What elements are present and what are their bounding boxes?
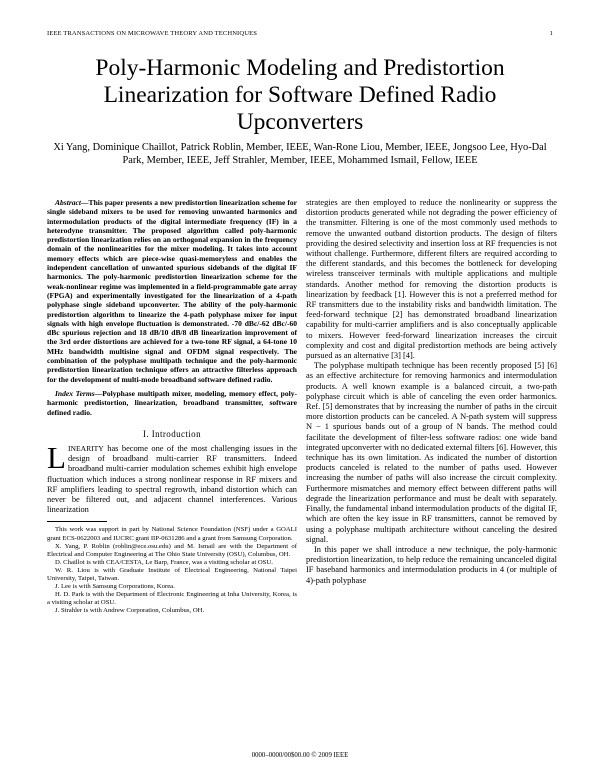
footnote: This work was support in part by National Science Foundation (NSF) under a GOALI grant ECS-0622003 and IUCRC grant IIP-0631286 and a grant from Samsung Corporation. [47,526,297,542]
intro-text: has become one of the most challenging issues in the design of broadband multi-carrier RF transmitters. Indeed broadband multi-carrier modulation schemes exhibit high envelope fluctuation which induces a strong nonlinear response in RF mixers and RF amplifiers leading to spectral regrowth, inband distortion which can never be filtered out, and adjacent channel interferences. Various linearization [47,444,297,515]
left-column [47,198,297,615]
footnote: J. Lee is with Samsung Corporations, Korea. [55,583,175,591]
abstract [47,198,297,384]
footnote-rule [47,521,107,522]
right-column [306,198,557,586]
footnote: D. Chaillot is with CEA/CESTA, Le Barp, France, was a visiting scholar at OSU. [55,558,273,566]
paper-title: Poly-Harmonic Modeling and Predistortion Linearization for Software Defined Radio Upconverters [95,55,505,135]
body-paragraph: In this paper we shall introduce a new technique, the poly-harmonic predistortion linearization, to help reduce the remaining uncanceled digital IF baseband harmonics and intermodulation products in 4 (or multiple of 4)-path polyphase [306,544,557,585]
drop-cap: L [47,440,66,476]
page-number: 1 [549,30,553,37]
copyright-footer: 0000–0000/00$00.00 © 2009 IEEE [251,752,349,759]
body-paragraph: The polyphase multipath technique has been recently proposed [5] [6] as an effective architecture for removing harmonics and intermodulation products. A well known example is a balanced circuit, a two-path polyphase circuit which is able of canceling the even order harmonics. Ref. [5] demonstrates that by increasing the number of paths in the circuit more distortion products can be canceled. A N-path system will suppress N − 1 spurious bands out of a group of N bands. The method could facilitate the development of filter-less software radios: one wide band integrated upconverter with no dedicated external filters [6]. However, this technique has its own limitation. As indicated the number of distortion products canceled is related to the number of paths used. However increasing the number of paths will also increase the circuit complexity. Furthermore mismatches and memory effect between different paths will degrade the linearization performance and must be dealt with separately. Finally, the fundamental inband intermodulation products of the digital IF, which are often the key issue in RF transmitters, cannot be removed by using a polyphase multipath architecture without canceling the desired signal. [306,361,557,544]
footnote: J. Strahler is with Andrew Corporation, Columbus, OH. [55,607,205,615]
footnote: W. R. Liou is with Graduate Institute of Electrical Engineering, National Taipei University, Taipei, Taiwan. [47,566,297,583]
abstract-lead: Abstract [55,198,81,207]
running-head [47,30,553,40]
intro-paragraph [47,440,297,515]
section-heading: I. Introduction [143,428,201,439]
body-paragraph: strategies are then employed to reduce the nonlinearity or suppress the distortion products generated while not degrading the power efficiency of the transmitter. Filtering is one of the most commonly used methods to remove the unwanted outband distortion products. The design of filters providing the desired selectivity and insertion loss at RF frequencies is not without challenge. Furthermore, different filters are required according to the different standards, and this becomes the bottleneck for developing wireless transceiver terminals with multiple applications and multiple standards. Another method for removing the distortion products is linearization by feedback [1]. However this is not a preferred method for RF transmitters due to the instability risks and bandwidth limitation. The feed-forward technique [2] has demonstrated broadband linearization capability for multi-carrier amplifiers and is also conceptually applicable to mixers. However feed-forward linearization increases the circuit complexity and cost and digital predistortion methods are being actively pursued as an alternative [3] [4]. [306,198,557,361]
intro-lead-word: INEARITY [67,444,104,454]
abstract-text: —This paper presents a new predistortion linearization scheme for single sideband mixers to be used for removing unwanted harmonics and intermodulation products of the digital intermediate frequency (IF) in a heterodyne transmitter. The proposed algorithm called poly-harmonic predistortion linearization relies on an orthogonal expansion in the frequency domain of the nonlinearities for the mixer modeling. It takes into account memory effects which are piece-wise quasi-memoryless and enables the independent cancellation of unwanted spurious sidebands of the digital IF harmonics. The poly-harmonic predistortion linearization scheme for the weak-nonlinear regime was implemented in a field-programmable gate array (FPGA) and experimentally investigated for the linearization of a 4-path polyphase single sideband upconverter. The ability of the poly-harmonic predistortion algorithm to linearize the 4-path polyphase mixer for input signals with high envelope fluctuation is demonstrated. -70 dBc/-62 dBc/-60 dBc spurious rejection and 18 dB/10 dB/8 dB linearization improvement of the 3rd order distortions are achieved for a two-tone RF signal, a 64-tone 10 MHz bandwidth multisine signal and OFDM signal respectively. The combination of the polyphase multipath technique and the poly-harmonic predistortion linearization technique offers an attractive filterless approach for the development of multi-mode broadband software defined radio. [47,198,297,384]
index-terms-lead: Index Terms [55,388,95,398]
footnote: H. D. Park is with the Department of Electronic Engineering at Inha University, Korea, is a visiting scholar at OSU. [47,591,297,607]
author-list: Xi Yang, Dominique Chaillot, Patrick Roblin, Member, IEEE, Wan-Rone Liou, Member, IEEE, Jongsoo Lee, Hyo-Dal Park, Member, IEEE, Jeff Strahler, Member, IEEE, Mohammed Ismail, Fellow, IEEE [53,142,547,167]
journal-name: IEEE TRANSACTIONS ON MICROWAVE THEORY AND TECHNIQUES [47,30,257,37]
index-terms-text: —Polyphase multipath mixer, modeling, memory effect, poly-harmonic predistortion, linearization, broadband transmitter, software defined radio. [47,388,297,417]
footnote: X. Yang, P. Roblin (roblin@ece.osu.edu) and M. Ismail are with the Department of Electrical and Computer Engineering at The Ohio State University (OSU), Columbus, OH. [47,542,297,558]
index-terms [47,389,297,417]
footnotes [47,526,297,615]
